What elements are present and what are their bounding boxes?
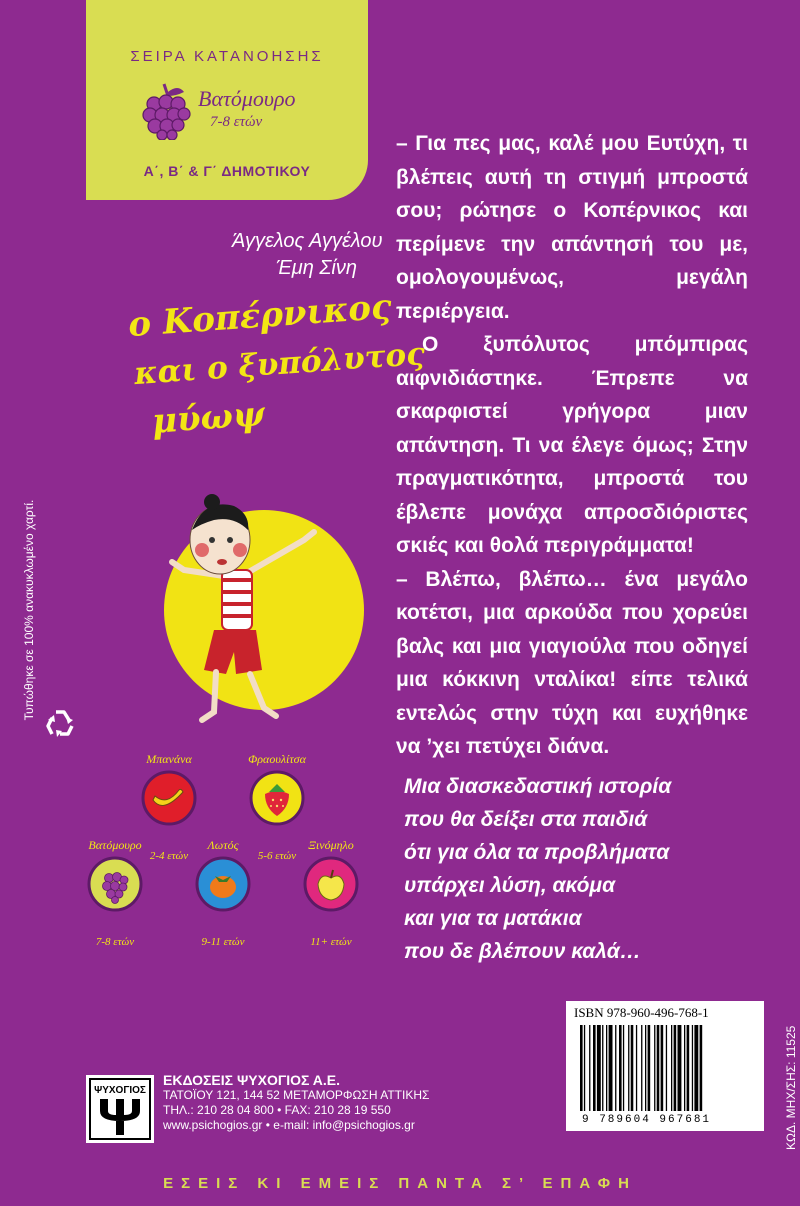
series-box [86,0,368,200]
strawberry-icon [249,770,305,826]
isbn-label: ISBN 978-960-496-768-1 [574,1005,709,1020]
story-paragraph-2: Ο ξυπόλυτος μπόμπιρας αιφνιδιάστηκε. Έπρεπε να σκαρφιστεί γρήγορα μιαν απάντηση. Τι να έλεγε όμως; Στην πραγματικότητα, μπροστά του έβλεπε μονάχα απροσδιόριστες σκιές και θολά περιγράμματα! [396,333,748,557]
blurb-line: Μια διασκεδαστική ιστορία [404,775,672,798]
publisher-name: ΕΚΔΟΣΕΙΣ ΨΥΧΟΓΙΟΣ Α.Ε. [163,1072,341,1088]
isbn-barcode-digits: 9 789604 967681 [582,1114,712,1126]
series-fruit-age: 7-8 ετών [210,114,263,130]
product-code: ΚΩΔ. ΜΗΧ/ΣΗΣ: 11525 [784,1025,798,1150]
blurb-line: που θα δείξει στα παιδιά [404,808,648,831]
recycled-paper-note: Τυπώθηκε σε 100% ανακυκλωμένο χαρτί. [22,499,36,721]
blurb-line: που δε βλέπουν καλά… [404,940,641,963]
fruit-name: Ξινόμηλο [308,838,354,852]
publisher-website[interactable]: www.psichogios.gr [163,1118,263,1132]
blurb-line: υπάρχει λύση, ακόμα [404,874,616,897]
series-grades: Α΄, Β΄ & Γ΄ ΔΗΜΟΤΙΚΟΥ [143,163,311,179]
recycle-icon [42,706,78,742]
blurb-line: και για τα ματάκια [404,907,582,930]
barcode [574,1025,756,1113]
story-paragraph-3: – Βλέπω, βλέπω… ένα μεγάλο κοτέτσι, μια αρκούδα που χορεύει βαλς και μια γιαγιούλα που οδηγεί μια κόκκινη νταλίκα! είπε τελικά εντελώς στην τύχη και ευχήθηκε να ’χει πετύχει διάνα. [396,567,748,758]
banana-icon [141,770,197,826]
book-title-line-2: και ο ξυπόλυτος [133,335,427,393]
persimmon-icon [195,856,251,912]
publisher-info: ΕΚΔΟΣΕΙΣ ΨΥΧΟΓΙΟΣ Α.Ε. ΤΑΤΟΪΟΥ 121, 144 52 ΜΕΤΑΜΟΡΦΩΣΗ ΑΤΤΙΚΗΣ ΤΗΛ.: 210 28 04 800 • FAX: 210 28 19 550 www.psichogios.gr • e-mail: info@psichogios.gr [163,1072,430,1132]
author-2: Έμη Σίνη [276,257,357,279]
fruit-name: Φραουλίτσα [248,752,306,766]
publisher-logo-text: ΨΥΧΟΓΙΟΣ [94,1085,146,1096]
fruit-name: Μπανάνα [146,752,192,766]
fruit-age: 11+ ετών [310,936,352,948]
fruit-age: 9-11 ετών [201,936,245,948]
apple-icon [303,856,359,912]
story-paragraph-1: – Για πες μας, καλέ μου Ευτύχη, τι βλέπεις αυτή τη στιγμή μπροστά σου; ρώτησε ο Κοπέρνικος και περίμενε την απάντησή του με, ομολογουμένως, μεγάλη περιέργεια. [396,132,748,323]
isbn-barcode-box [566,1001,764,1131]
publisher-logo [86,1075,154,1143]
blurb-line: ότι για όλα τα προβλήματα [404,841,670,864]
publisher-address: ΤΑΤΟΪΟΥ 121, 144 52 ΜΕΤΑΜΟΡΦΩΣΗ ΑΤΤΙΚΗΣ [163,1088,430,1102]
blackberry-icon [138,82,192,140]
footer-slogan: ΕΣΕΙΣ ΚΙ ΕΜΕΙΣ ΠΑΝΤΑ Σ’ ΕΠΑΦΗ [163,1175,637,1192]
fruit-series-item-apple [286,838,376,948]
fruit-series-item-persimmon [178,838,268,948]
fruit-name: Λωτός [207,838,239,852]
fruit-age: 5-6 ετών [257,850,297,862]
fruit-age: 7-8 ετών [95,936,135,948]
series-fruit-name: Βατόμουρο [198,86,296,111]
story-excerpt [396,127,748,764]
publisher-fax: FAX: 210 28 19 550 [284,1103,391,1117]
series-title: ΣΕΙΡΑ ΚΑΤΑΝΟΗΣΗΣ [130,48,324,65]
author-1: Άγγελος Αγγέλου [232,230,383,252]
blackberry-icon [87,856,143,912]
publisher-email[interactable]: e-mail: info@psichogios.gr [273,1118,415,1132]
publisher-phone: ΤΗΛ.: 210 28 04 800 [163,1103,274,1117]
blurb [404,770,764,968]
fruit-age: 2-4 ετών [149,850,189,862]
book-title-line-1: ο Κοπέρνικος [126,286,393,346]
book-title-line-3: μύωψ [150,394,267,442]
fruit-series-item-blackberry [70,838,160,948]
boy-illustration [164,480,364,730]
fruit-name: Βατόμουρο [88,838,142,852]
